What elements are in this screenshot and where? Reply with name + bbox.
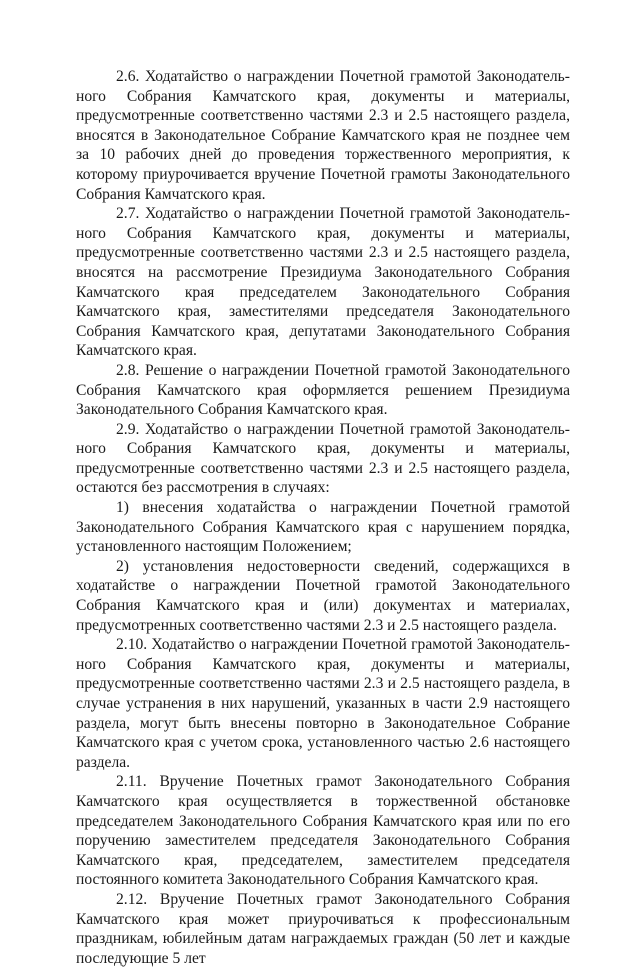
paragraph-2-7: 2.7. Ходатайство о награждении Почетной грамотой Законодательного Собрания Камчатского края, документы и материалы, предусмотренные соответственно частями 2.3 и 2.5 настоящего раздела, вносятся на рассмотрение Президиума Законодательного Собрания Камчатского края председателем Законодательного Собрания Камчатского края, заместителями председателя Законодательного Собрания Камчатского края, депутатами Законодательного Собрания Камчатского края. bbox=[76, 205, 570, 360]
paragraph-2-9-item-2: 2) установления недостоверности сведений, содержащихся в ходатайстве о награждении Почетной грамотой Законодательного Собрания Камчатского края и (или) документах и материалах, предусмотренных соответственно частями 2.3 и 2.5 настоящего раздела. bbox=[76, 557, 570, 634]
paragraph-2-12: 2.12. Вручение Почетных грамот Законодательного Собрания Камчатского края может приурочиваться к профессиональным праздникам, юбилейным датам награждаемых граждан (50 лет и каждые последующие 5 лет bbox=[76, 890, 570, 967]
paragraph-2-6: 2.6. Ходатайство о награждении Почетной грамотой Законодательного Собрания Камчатского края, документы и материалы, предусмотренные соответственно частями 2.3 и 2.5 настоящего раздела, вносятся в Законодательное Собрание Камчатского края не позднее чем за 10 рабочих дней до проведения торжественного мероприятия, к которому приурочивается вручение Почетной грамоты Законодательного Собрания Камчатского края. bbox=[76, 68, 570, 203]
paragraph-2-10: 2.10. Ходатайство о награждении Почетной грамотой Законодательного Собрания Камчатского края, документы и материалы, предусмотренные соответственно частями 2.3 и 2.5 настоящего раздела, в случае устранения в них нарушений, указанных в части 2.9 настоящего раздела, могут быть внесены повторно в Законодательное Собрание Камчатского края с учетом срока, установленного частью 2.6 настоящего раздела. bbox=[76, 636, 570, 771]
paragraph-2-9-item-1: 1) внесения ходатайства о награждении Почетной грамотой Законодательного Собрания Камчатского края с нарушением порядка, установленного настоящим Положением; bbox=[76, 499, 570, 556]
paragraph-2-9: 2.9. Ходатайство о награждении Почетной грамотой Законодательного Собрания Камчатского края, документы и материалы, предусмотренные соответственно частями 2.3 и 2.5 настоящего раздела, остаются без рассмотрения в случаях: bbox=[76, 420, 570, 497]
paragraph-2-8: 2.8. Решение о награждении Почетной грамотой Законодательного Собрания Камчатского края оформляется решением Президиума Законодательного Собрания Камчатского края. bbox=[76, 361, 570, 419]
document-body bbox=[76, 67, 570, 968]
paragraph-2-11: 2.11. Вручение Почетных грамот Законодательного Собрания Камчатского края осуществляется в торжественной обстановке председателем Законодательного Собрания Камчатского края или по его поручению заместителем председателя Законодательного Собрания Камчатского края, председателем, заместителем председателя постоянного комитета Законодательного Собрания Камчатского края. bbox=[76, 773, 570, 889]
